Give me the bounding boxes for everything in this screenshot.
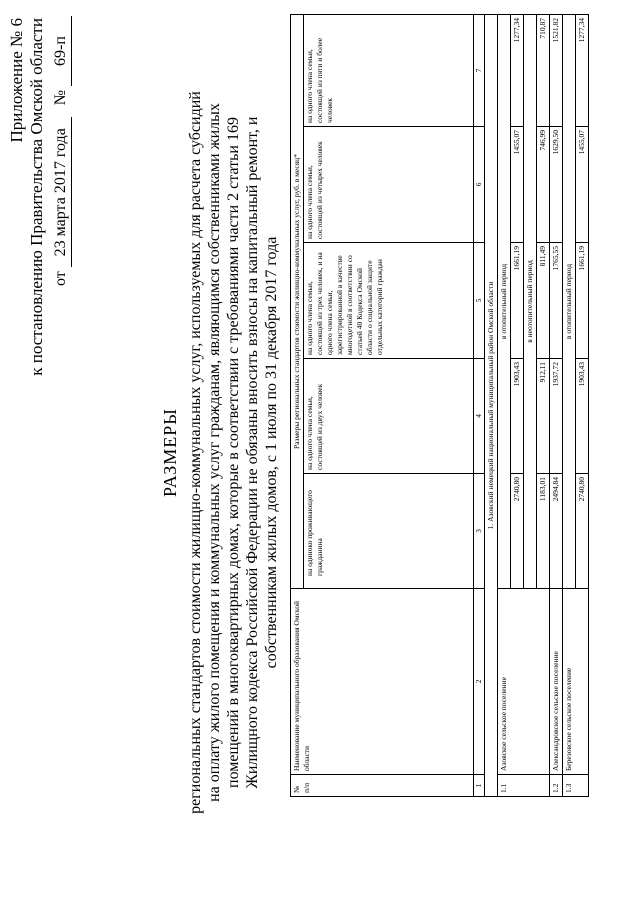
from-label: от [52, 271, 69, 287]
table-row [498, 14, 511, 796]
cell-value: 1903,43 [576, 359, 589, 474]
annex-decree: к постановлению Правительства Омской области [27, 18, 46, 376]
header-col3: на одиноко проживающего гражданина [304, 474, 474, 589]
cell-value: 1661,19 [576, 243, 589, 359]
standards-table [290, 14, 589, 797]
standards-table-wrap [290, 15, 589, 797]
row-name: Александровское сельское поселение [550, 589, 563, 775]
header-col7: на одного члена семьи, состоящей из пяти и более человек [304, 14, 474, 126]
period-label: в отопительный период [563, 14, 576, 588]
district-row [485, 14, 498, 796]
column-index: 1 [474, 775, 485, 797]
column-index: 5 [474, 243, 485, 359]
table-header-row [291, 14, 304, 796]
number-label: № [52, 90, 69, 106]
cell-value: 1455,07 [511, 127, 524, 243]
table-row [550, 14, 563, 796]
row-name: Азовское сельское поселение [498, 589, 550, 775]
cell-value: 746,99 [537, 127, 550, 243]
row-num: 1.3 [563, 775, 589, 797]
period-label: в отопительный период [498, 14, 511, 588]
column-index: 2 [474, 589, 485, 775]
header-group: Размеры региональных стандартов стоимости жилищно-коммунальных услуг, руб. в месяц* [291, 14, 304, 588]
column-index: 6 [474, 127, 485, 243]
annex-title: Приложение № 6 [7, 18, 26, 143]
document-subtitle: региональных стандартов стоимости жилищно-коммунальных услуг, используемых для расчета субсидий на оплату жилого помещения и коммунальных услуг гражданам, являющимся собственниками жилых помещений в многоквартирных домах, которые в соответствии с требованиями части 2 статьи 169 Жилищного кодекса Российской Федерации не обязаны вносить взносы на капитальный ремонт, и собственникам жилых домов, с 1 июля по 31 декабря 2017 года [187, 91, 280, 814]
cell-value: 1661,19 [511, 243, 524, 359]
cell-value: 1277,34 [511, 14, 524, 126]
header-num: № п/п [291, 775, 474, 797]
header-col4: на одного члена семьи, состоящей из двух человек [304, 359, 474, 474]
column-index: 4 [474, 359, 485, 474]
column-index: 3 [474, 474, 485, 589]
document-title: РАЗМЕРЫ [160, 408, 180, 497]
row-num: 1.2 [550, 775, 563, 797]
cell-value: 912,11 [537, 359, 550, 474]
decree-date: 23 марта 2017 года [50, 117, 72, 267]
cell-value: 1629,50 [550, 127, 563, 243]
cell-value: 2740,80 [511, 474, 524, 589]
cell-value: 1277,34 [576, 14, 589, 126]
table-row [563, 14, 576, 796]
cell-value: 1455,07 [576, 127, 589, 243]
header-name: Наименование муниципального образования Омской области [291, 589, 474, 775]
cell-value: 1937,72 [550, 359, 563, 474]
cell-value: 1765,55 [550, 243, 563, 359]
cell-value: 2494,84 [550, 474, 563, 589]
header-col6: на одного члена семьи, состоящей из четырех человек [304, 127, 474, 243]
decree-number: 69-п [50, 16, 72, 86]
row-num: 1.1 [498, 775, 550, 797]
cell-value: 1521,82 [550, 14, 563, 126]
cell-value: 2740,80 [576, 474, 589, 589]
annex-date-number [50, 16, 72, 286]
district-name: 1. Азовский немецкий национальный муниципальный район Омской области [485, 14, 498, 796]
cell-value: 1903,43 [511, 359, 524, 474]
cell-value: 710,87 [537, 14, 550, 126]
cell-value: 1183,01 [537, 474, 550, 589]
row-name: Березовское сельское поселение [563, 589, 589, 775]
column-index: 7 [474, 14, 485, 126]
period-label: в неотопительный период [524, 14, 537, 588]
column-index-row [474, 14, 485, 796]
header-col5: на одного члена семьи, состоящей из трех человек, и на одного члена семьи, зарегистрированной в качестве многодетной в соответствии со статьей 40 Кодекса Омской области о социальной защите отдельных категорий граждан [304, 243, 474, 359]
cell-value: 811,49 [537, 243, 550, 359]
